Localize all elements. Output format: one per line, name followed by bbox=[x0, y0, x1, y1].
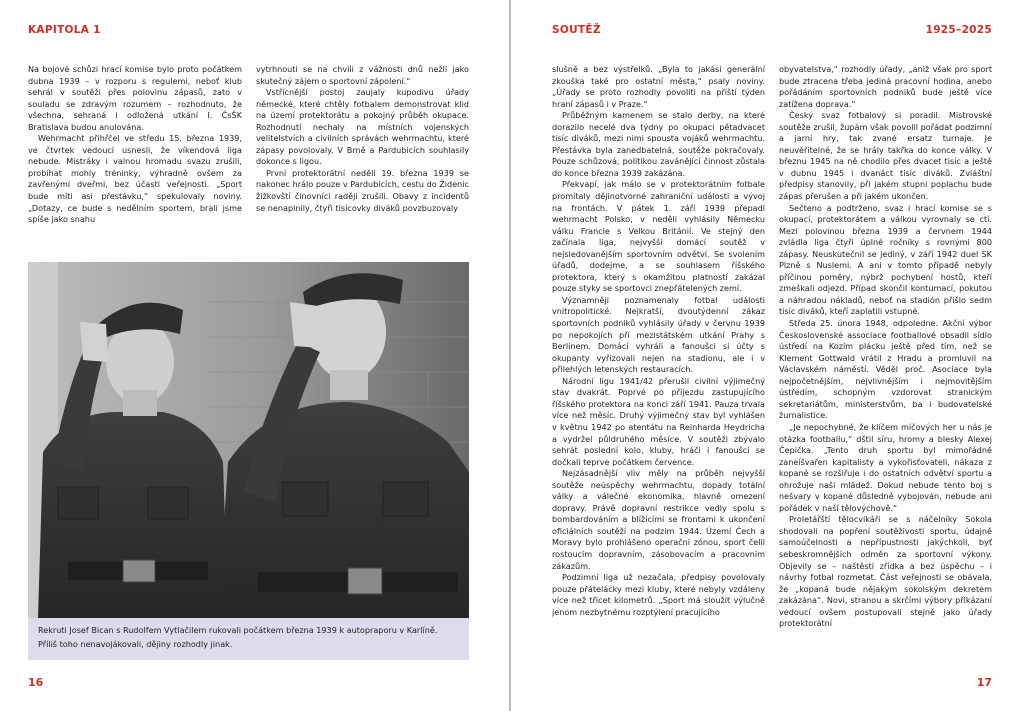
paragraph: Na bojové schůzi hrací komise bylo proto počátkem dubna 1939 – v rozporu s regulemi, neboť klub sehrál v soutěži přes polovinu zápasů, zato v souladu se zdravým rozumem – rozhodnuto, že všechna, sehraná i odložená utkání I. ČsŠK Bratislava budou anulována. bbox=[28, 64, 242, 132]
paragraph: obyvatelstva,“ rozhodly úřady, „aniž však pro sport bude ztracena třeba jediná pracovní hodina, anebo pořádáním sportovních podniků bude ještě více zatížena doprava.“ bbox=[779, 64, 992, 109]
soldiers-saluting-photo bbox=[28, 262, 469, 618]
right-page bbox=[511, 0, 1020, 711]
paragraph: První protektorátní neděli 19. března 1939 se nakonec hrálo pouze v Pardubicích, cestu do Židenic žižkovští činovníci raději zrušili. Obavy z incidentů se nenaplnily, čtyři tisícovky diváků povzbuzovaly bbox=[256, 167, 469, 213]
right-running-head-years: 1925–2025 bbox=[925, 24, 992, 36]
paragraph: Průběžným kamenem se stalo derby, na které dorazilo necelé dva týdny po okupaci pětadvacet tisíc diváků, mezi nimi spousta vojáků wehrmachtu. Přestávka byla zanedbatelná, soutěže pokračovaly. Pouze schůzová, politikou zavánějící činnost zůstala do konce března 1939 zakázána. bbox=[552, 110, 765, 178]
paragraph: vytrhnouti se na chvíli z vážnosti dnů nežli jako skutečný zájem o sportovní zápolení.“ bbox=[256, 64, 469, 86]
left-column-1 bbox=[28, 64, 242, 226]
right-running-head: SOUTĚŽ bbox=[552, 24, 601, 36]
paragraph: „Je nepochybné, že klíčem míčových her u nás je otázka footballu,“ dštil síru, hromy a blesky Alexej Čepička. „Tento druh sportu byl mimořádně zaneíšvařen kapitalisty a vykořisťovateli, nákaza z kopané se rozšiřuje i do ostatních odvětví sportu a ohrožuje naši mládež. Dokud nebude tento boj s nešvary v kopané důsledně vybojován, nebude ani pořádek v naší tělovýchově.“ bbox=[779, 421, 992, 513]
paragraph: Národní ligu 1941/42 přerušil civilní výjimečný stav dvakrát. Poprvé po příjezdu zastupujícího říšského protektora na konci září 1941. Pauza trvala více než měsíc. Druhý výjimečný stav byl vyhlášen v květnu 1942 po atentátu na Reinharda Heydricha a vydržel půldruhého měsíce. V soutěži zbývalo sehrát poslední kolo, kluby, hráči i fanoušci se dočkali teprve počátkem července. bbox=[552, 375, 765, 467]
left-column-2 bbox=[256, 64, 469, 214]
paragraph: Nejzásadnější vliv měly na průběh nejvyšší soutěže neúspěchy wehrmachtu, dopady totální války a válečné ekonomika, hlavně omezení dopravy. Právě dopravní restrikce vedly spolu s bombardováním a blížícími se frontami k ukončení oficiálních soutěží na podzim 1944. Území Čech a Moravy bylo prohlášeno operační zónou, sport čelil rostoucím dopravním, zásobovacím a pracovním zákazům. bbox=[552, 468, 765, 571]
left-running-head: KAPITOLA 1 bbox=[28, 24, 101, 36]
right-column-2 bbox=[779, 64, 992, 630]
paragraph: Překvapí, jak málo se v protektorátním fotbale promítaly dějinotvorné zahraniční události a vývoj na frontách. V pátek 1. září 1939 přepadl wehrmacht Polsko, v neděli vyhlásily Německu válku Francie s Velkou Británií. Ve stejný den začínala liga, nejvyšší domácí soutěž v nejsledovanějším sportovním odvětví. Se svolením úřadů, dodejme, a se souhlasem říšského protektora, který s okamžitou platností zakázal pouze styky se sportovci znepřátelených zemí. bbox=[552, 179, 765, 294]
paragraph: Proletářští tělocvikáři se s náčelníky Sokola shodovali na popření soutěživosti sportu, údajně samoúčelnosti a nepřípustnosti jakýchkoli, byť sebeskromnějších odměn za sportovní výkony. Objevily se – naštěstí zřídka a bez úspěchu – i návrhy fotbal rozmetat. Část veřejnosti se obávala, že „kopaná bude nějakým sokolským dekretem zakázána“. Novi, stranou a skrčími výbory přikázaní vedoucí ovšem postupovali stejně jako úřady protektorátní bbox=[779, 514, 992, 629]
left-page bbox=[0, 0, 509, 711]
paragraph: Český svaz fotbalový si poradil. Mistrovské soutěže zrušil, župám však povolil pořádat podzimní a jarní hry, tak zvané ersatz turnaje. Je neuvěřitelné, že se hrály takřka do konce války. V březnu 1945 na ně chodilo přes dvacet tisíc a ještě v dubnu 1945 i dvanáct tisíc diváků. Zvláštní předpisy stanovily, při jakém stupni poplachu bude zápas přerušen a při jakém ukončen. bbox=[779, 110, 992, 202]
left-folio: 16 bbox=[28, 676, 44, 689]
photo-caption: Rekruti Josef Bican s Rudolfem Vytlačilem rukovali počátkem března 1939 k autopraporu v Karlíně. Příliš toho nenavojákovali, dějiny rozhodly jinak. bbox=[38, 625, 438, 649]
right-column-1 bbox=[552, 64, 765, 618]
paragraph: slušně a bez výstřelků. „Byla to jakási generální zkouška také pro ostatní města,“ psaly noviny. „Úřady se proto rozhodly povoliti na příští týden hraní zápasů i v Praze.“ bbox=[552, 64, 765, 109]
photo-caption-box bbox=[28, 618, 469, 660]
paragraph: Sečteno a podtrženo, svaz i hrací komise se s okupací, protektorátem a válkou vyrovnaly se ctí. Mezi polovinou března 1939 a červnem 1944 zvládla liga čtyři úplné ročníky s rovnými 800 zápasy. Neuskutečnil se jediný, v září 1942 duel SK Plzně s Nuslemi. A ani v tomto případě nebyly příčinou poměry, nýbrž pochybení hostů, kteří zmeškali odjezd. Případ skončil kontumací, pokutou a náhradou nákladů, neboť na stadión přišlo sedm tisíc diváků, kteří zaplatili vstupné. bbox=[779, 202, 992, 317]
paragraph: Podzimní liga už nezačala, předpisy povolovaly pouze přátelácky mezi kluby, které nebyly vzdáleny více než třicet kilometrů. „Sport má sloužit výlučně jenom nezbytnému rozptýlení pracujícího bbox=[552, 572, 765, 617]
paragraph: Vstřícnější postoj zaujaly kupodivu úřady německé, které chtěly fotbalem demonstrovat klid na území protektorátu a pokojný průběh okupace. Rozhodnutí nechaly na místních vojenských velitelstvích a civilních správách wehrmachtu, které zápasy povolovaly. V Brně a Pardubicích souhlasily dokonce s ligou. bbox=[256, 87, 469, 167]
right-folio: 17 bbox=[976, 676, 992, 689]
paragraph: Středa 25. února 1948, odpoledne. Akční výbor Československé associace footballové obsadil sídlo ústředí na Kozím plácku ještě před tím, než se Klement Gottwald vrátil z Hradu a promluvil na Václavském náměstí. Věděl proč. Asociace byla nejpočetnějším, nejvlivnějším i nejmovitějším ústředím, schopným vzdorovat stranickým sekretariátům, ministerstvům, ba i budovatelské žurnalistice. bbox=[779, 318, 992, 421]
paragraph: Významněji poznamenaly fotbal události vnitropolitické. Nejkratší, dvoutýdenní zákaz sportovních podniků vyhlásily úřady v červnu 1939 po nepokojích při mezistátském utkání Prahy s Berlínem. Domácí vyhráli a fanoušci si účty s okupanty vyřizovali nejen na stadionu, ale i v přilehlých letenských restauracích. bbox=[552, 294, 765, 375]
photo-illustration bbox=[28, 262, 469, 618]
paragraph: Wehrmacht přihřčel ve středu 15. března 1939, ve čtvrtek vedoucí usnesli, že víkendová liga nebude. Mistráky i valnou hromadu svazu zrušili, probíhat mohly tréninky, výhradně ovšem za zavřenými dveřmi, bez účasti veřejnosti. „Sport bude míti asi přestávku,“ spekulovaly noviny. „Dotazy, ce bude s nedělním sportem, brali jsme spíše jako snahu bbox=[28, 133, 242, 225]
